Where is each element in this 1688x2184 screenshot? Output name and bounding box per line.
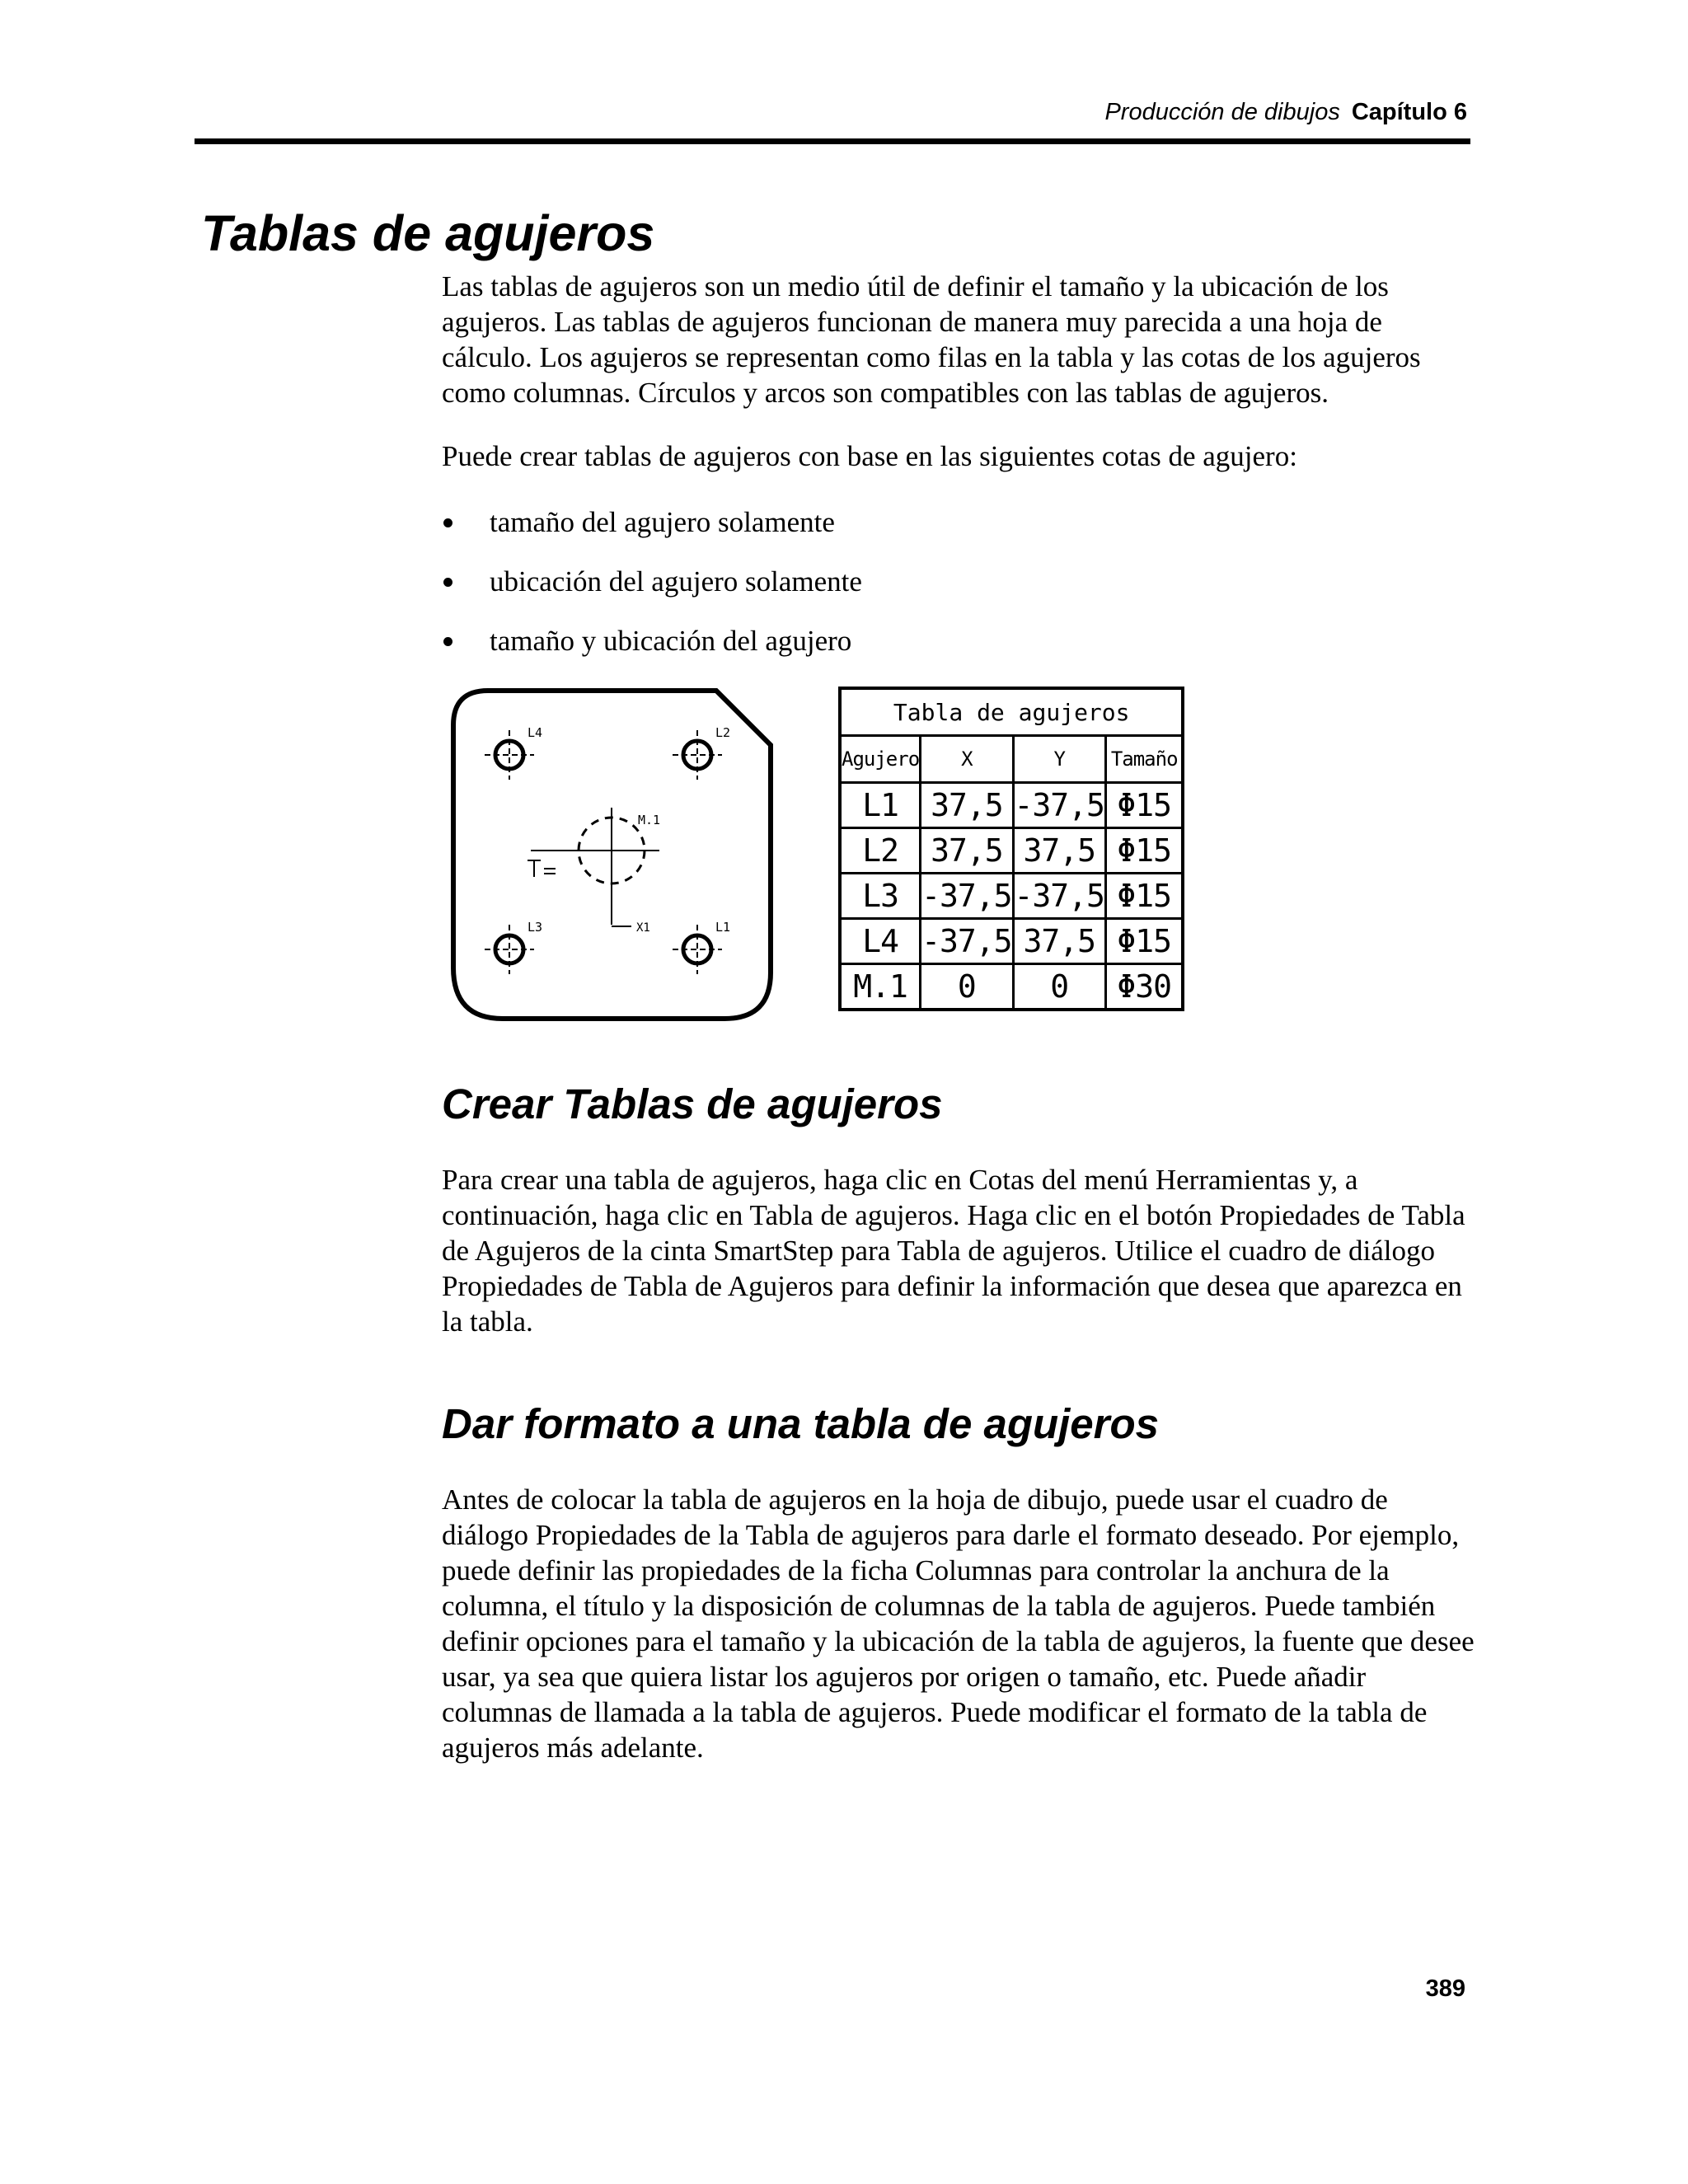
table-row [840, 828, 1183, 874]
label-l4: L4 [528, 725, 543, 740]
table-cell: Φ15 [1105, 783, 1183, 828]
hole-l4 [485, 725, 542, 780]
running-header [1104, 99, 1467, 126]
table-cell: 37,5 [921, 783, 1013, 828]
table-row [840, 874, 1183, 919]
list-item-text: tamaño y ubicación del agujero [490, 625, 852, 657]
list-item [442, 504, 1348, 564]
table-cell: -37,5 [921, 874, 1013, 919]
table-header-x: X [921, 736, 1013, 783]
header-section: Producción de dibujos [1104, 99, 1340, 125]
hole-table-title: Tabla de agujeros [840, 688, 1183, 736]
hole-l1 [673, 920, 730, 974]
table-row [840, 964, 1183, 1010]
page-number: 389 [1425, 1975, 1465, 2002]
table-cell: Φ30 [1105, 964, 1183, 1010]
label-x1: X1 [636, 921, 650, 935]
table-row [840, 783, 1183, 828]
table-cell: L4 [840, 919, 921, 964]
table-cell: L3 [840, 874, 921, 919]
bullet-list [442, 504, 1348, 682]
bullet-icon [443, 637, 452, 646]
list-item-text: ubicación del agujero solamente [490, 565, 862, 598]
label-l3: L3 [528, 920, 543, 935]
header-rule [195, 138, 1470, 144]
plate-drawing [448, 686, 778, 1024]
list-item [442, 564, 1348, 623]
label-l2: L2 [715, 725, 731, 740]
bullet-icon [443, 518, 452, 527]
bullet-icon [443, 578, 452, 587]
table-row [840, 919, 1183, 964]
format-section-paragraph: Antes de colocar la tabla de agujeros en la hoja de dibujo, puede usar el cuadro de diálogo Propiedades de la Tabla de agujeros para darle el formato deseado. Por ejemplo, puede definir las propiedades de la ficha Columnas para controlar la anchura de la columna, el título y la disposición de columnas de la tabla de agujeros. Puede también definir opciones para el tamaño y la ubicación de la tabla de agujeros, la fuente que desee usar, ya sea que quiera listar los agujeros por origen o tamaño, etc. Puede añadir columnas de llamada a la tabla de agujeros. Puede modificar el formato de la tabla de agujeros más adelante. [442, 1483, 1475, 1764]
table-cell: M.1 [840, 964, 921, 1010]
list-item-text: tamaño del agujero solamente [490, 506, 835, 538]
table-cell: L1 [840, 783, 921, 828]
label-l1: L1 [715, 920, 731, 935]
table-cell: Φ15 [1105, 874, 1183, 919]
table-cell: Φ15 [1105, 919, 1183, 964]
table-cell: 37,5 [1013, 828, 1105, 874]
table-header-size: Tamaño [1105, 736, 1183, 783]
hole-l3 [485, 920, 542, 974]
table-cell: L2 [840, 828, 921, 874]
hole-table [838, 687, 1184, 1011]
page-title: Tablas de agujeros [201, 205, 655, 261]
table-cell: Φ15 [1105, 828, 1183, 874]
label-m1: M.1 [638, 813, 661, 827]
hole-m1-origin [528, 808, 660, 935]
create-section-title: Crear Tablas de agujeros [442, 1080, 943, 1127]
list-item [442, 623, 1348, 682]
create-section-paragraph: Para crear una tabla de agujeros, haga clic en Cotas del menú Herramientas y, a continuación, haga clic en Tabla de agujeros. Haga clic en el botón Propiedades de Tabla de Agujeros de la cinta SmartStep para Tabla de agujeros. Utilice el cuadro de diálogo Propiedades de Tabla de Agujeros para definir la información que desea que aparezca en la tabla. [442, 1164, 1465, 1338]
hole-l2 [673, 725, 730, 780]
intro-paragraph-2: Puede crear tablas de agujeros con base en las siguientes cotas de agujero: [442, 440, 1297, 472]
table-header-y: Y [1013, 736, 1105, 783]
header-chapter: Capítulo 6 [1351, 99, 1467, 125]
table-cell: 37,5 [921, 828, 1013, 874]
table-cell: 0 [1013, 964, 1105, 1010]
table-header-hole: Agujero [840, 736, 921, 783]
intro-paragraph-1: Las tablas de agujeros son un medio útil de definir el tamaño y la ubicación de los agujeros. Las tablas de agujeros funcionan de manera muy parecida a una hoja de cálculo. Los agujeros se representan como filas en la tabla y las cotas de los agujeros como columnas. Círculos y arcos son compatibles con las tablas de agujeros. [442, 270, 1421, 409]
table-cell: -37,5 [921, 919, 1013, 964]
table-cell: 37,5 [1013, 919, 1105, 964]
format-section-title: Dar formato a una tabla de agujeros [442, 1400, 1160, 1447]
table-cell: 0 [921, 964, 1013, 1010]
table-cell: -37,5 [1013, 783, 1105, 828]
table-cell: -37,5 [1013, 874, 1105, 919]
